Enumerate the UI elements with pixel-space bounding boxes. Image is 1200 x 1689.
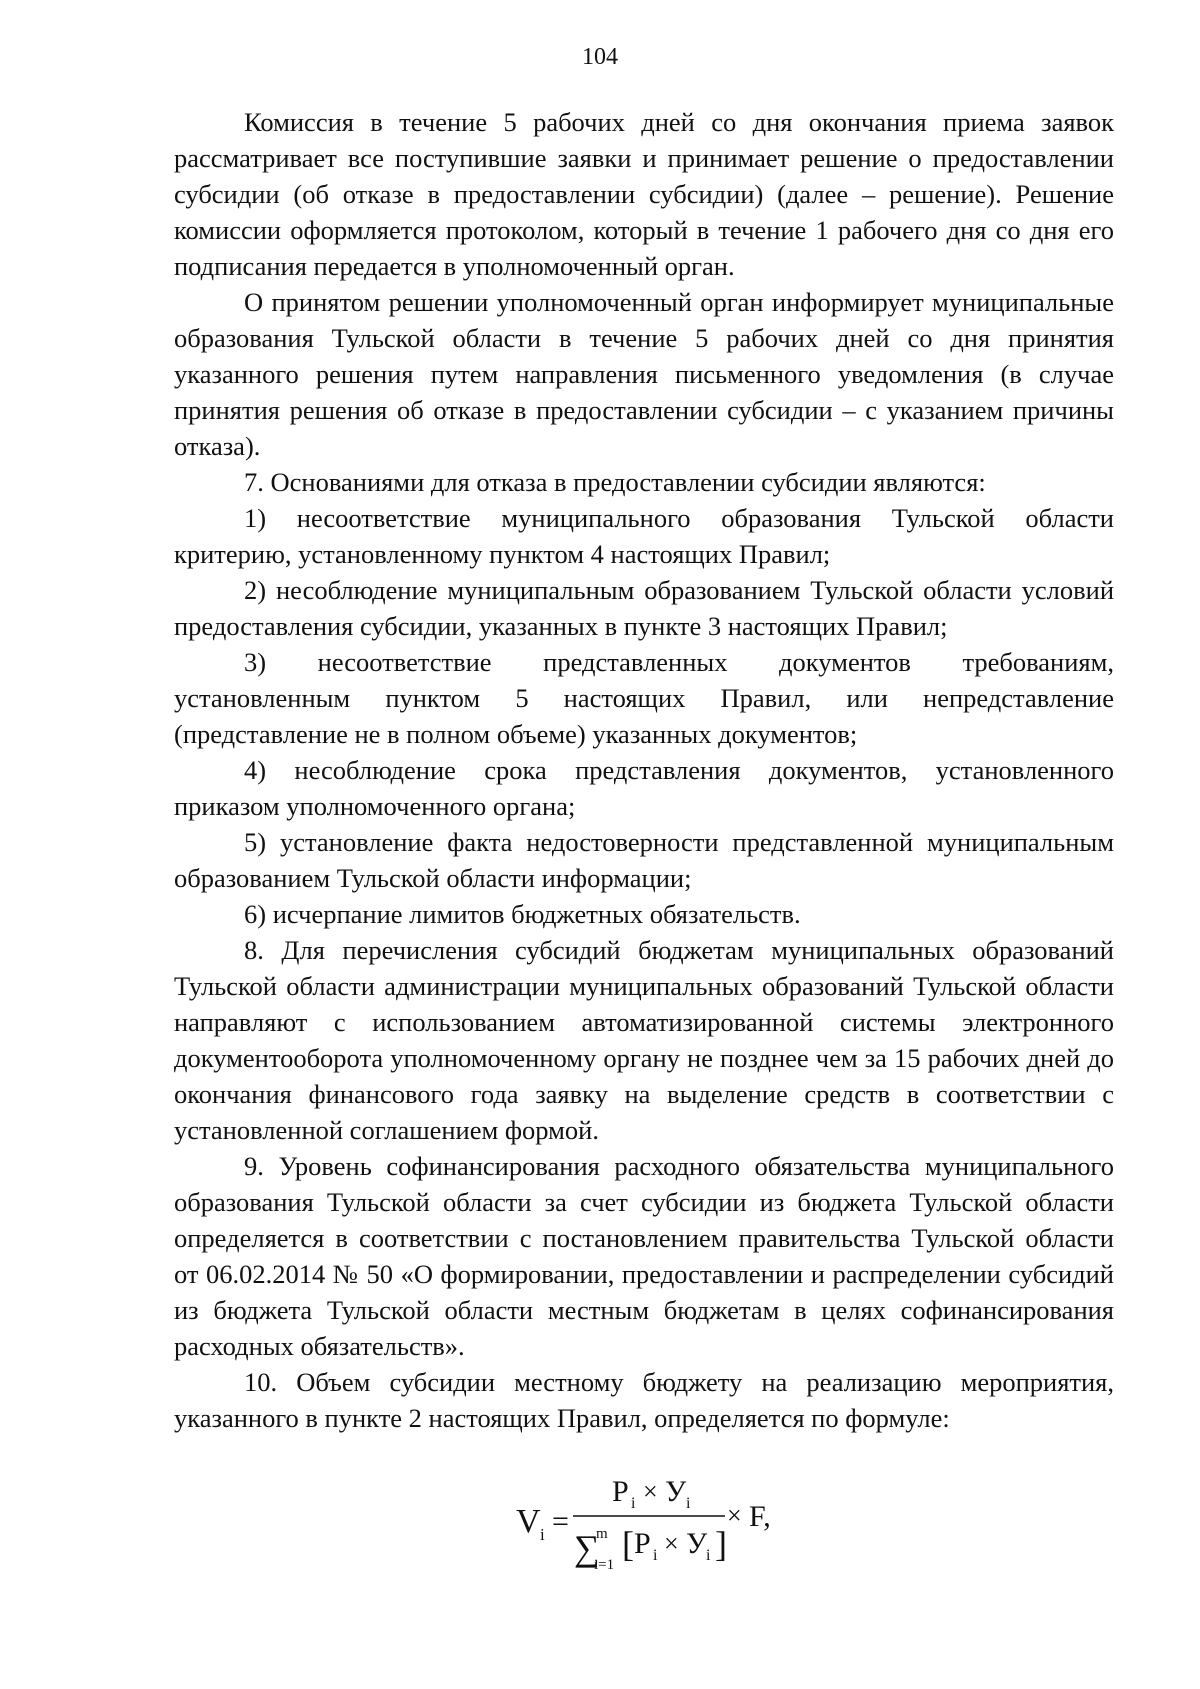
list-item-refusal-ground-6: 6) исчерпание лимитов бюджетных обязательств. (244, 899, 801, 929)
formula-bracket-open: [ (622, 1524, 634, 1564)
paragraph-refusal-grounds-heading: 7. Основаниями для отказа в предоставлении субсидии являются: (244, 467, 986, 497)
formula-lhs-subscript: i (540, 1525, 545, 1544)
formula-numerator-p: P (612, 1475, 629, 1508)
formula-sum-lower-limit: i=1 (594, 1557, 615, 1573)
subsidy-formula (0, 1468, 1200, 1578)
formula-sum-symbol: ∑ (574, 1528, 600, 1568)
paragraph-decision-notification: О принятом решении уполномоченный орган информирует муниципальные образования Тульской области в течение 5 рабочих дней со дня принятия указанного решения путем направления письменного уведомления (в случае принятия решения об отказе в предоставлении субсидии – с указанием причины отказа). (174, 287, 1114, 461)
formula-bracket-close: ] (715, 1524, 727, 1564)
formula-denominator-y-subscript: i (706, 1547, 711, 1564)
paragraph-cofinancing-level: 9. Уровень софинансирования расходного обязательства муниципального образования Тульской области за счет субсидии из бюджета Тульской области определяется в соответствии с постановлением правительства Тульской области от 06.02.2014 № 50 «О формировании, предоставлении и распределении субсидий из бюджета Тульской области местным бюджетам в целях софинансирования расходных обязательств». (174, 1151, 1114, 1361)
formula-numerator-y: У (665, 1475, 687, 1508)
page-number: 104 (582, 44, 618, 70)
list-item-refusal-ground-3: 3) несоответствие представленных документов требованиям, установленным пунктом 5 настоящих Правил, или непредставление (представление не в полном объеме) указанных документов; (174, 647, 1114, 749)
paragraph-subsidy-volume: 10. Объем субсидии местному бюджету на реализацию мероприятия, указанного в пункте 2 настоящих Правил, определяется по формуле: (174, 1367, 1114, 1433)
document-body (174, 104, 1114, 1436)
formula-denominator-p: P (634, 1527, 651, 1560)
formula-numerator-y-subscript: i (686, 1495, 691, 1512)
formula-factor-times: × (727, 1501, 742, 1530)
formula-equals: = (552, 1505, 569, 1538)
list-item-refusal-ground-1: 1) несоответствие муниципального образования Тульской области критерию, установленному пунктом 4 настоящих Правил; (174, 503, 1114, 569)
paragraph-commission-review: Комиссия в течение 5 рабочих дней со дня окончания приема заявок рассматривает все поступившие заявки и принимает решение о предоставлении субсидии (об отказе в предоставлении субсидии) (далее – решение). Решение комиссии оформляется протоколом, который в течение 1 рабочего дня со дня его подписания передается в уполномоченный орган. (174, 107, 1114, 281)
formula-sum-upper-limit: m (596, 1526, 608, 1542)
list-item-refusal-ground-5: 5) установление факта недостоверности представленной муниципальным образованием Тульской области информации; (174, 827, 1114, 893)
formula-denominator-times: × (664, 1529, 679, 1558)
list-item-refusal-ground-4: 4) несоблюдение срока представления документов, установленного приказом уполномоченного органа; (174, 755, 1114, 821)
formula-lhs: V (516, 1503, 541, 1540)
formula-numerator-p-subscript: i (631, 1495, 636, 1512)
formula-numerator-times: × (643, 1477, 658, 1506)
formula-denominator-p-subscript: i (653, 1547, 658, 1564)
formula-factor: F, (749, 1500, 771, 1533)
formula-denominator-y: У (686, 1527, 708, 1560)
paragraph-transfer-request: 8. Для перечисления субсидий бюджетам муниципальных образований Тульской области администрации муниципальных образований Тульской области направляют с использованием автоматизированной системы электронного документооборота уполномоченному органу не позднее чем за 15 рабочих дней до окончания финансового года заявку на выделение средств в соответствии с установленной соглашением формой. (174, 935, 1114, 1145)
list-item-refusal-ground-2: 2) несоблюдение муниципальным образованием Тульской области условий предоставления субсидии, указанных в пункте 3 настоящих Правил; (174, 575, 1114, 641)
